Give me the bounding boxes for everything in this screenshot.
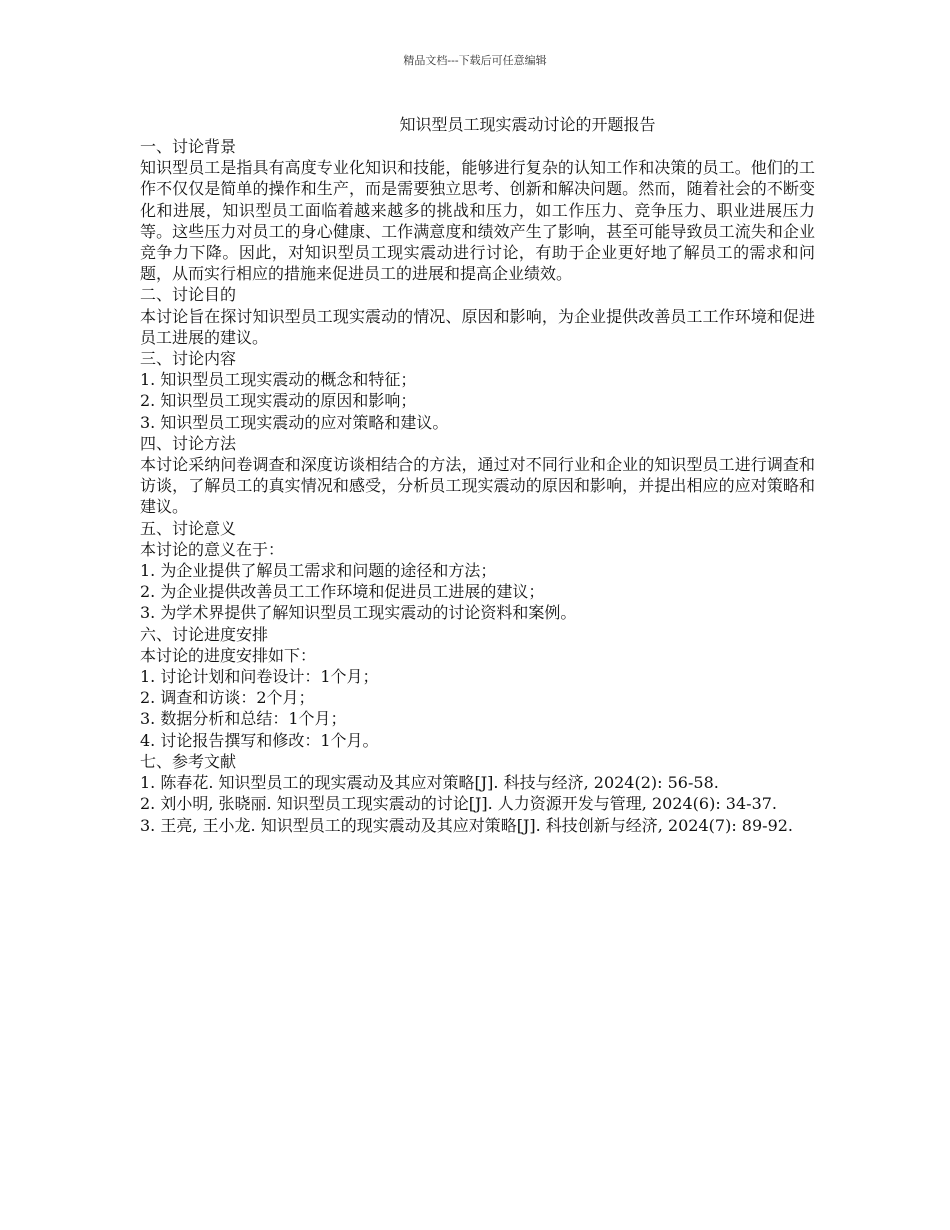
list-item: 2. 为企业提供改善员工工作环境和促进员工进展的建议； [140,582,545,602]
list-item: 3. 数据分析和总结：1个月； [140,709,347,729]
section-paragraph-method: 本讨论采纳问卷调查和深度访谈相结合的方法，通过对不同行业和企业的知识型员工进行调查和访谈，了解员工的真实情况和感受，分析员工现实震动的原因和影响，并提出相应的应对策略和建议。 [140,455,815,517]
reference-item: 1. 陈春花. 知识型员工的现实震动及其应对策略[J]. 科技与经济, 2024(2): 56-58. [140,773,719,793]
section-paragraph-purpose: 本讨论旨在探讨知识型员工现实震动的情况、原因和影响，为企业提供改善员工工作环境和促进员工进展的建议。 [140,306,815,347]
section-heading-schedule: 六、讨论进度安排 [140,624,269,644]
reference-item: 2. 刘小明, 张晓丽. 知识型员工现实震动的讨论[J]. 人力资源开发与管理, 2024(6): 34-37. [140,794,778,814]
section-heading-references: 七、参考文献 [140,751,237,771]
section-intro-significance: 本讨论的意义在于： [140,539,285,559]
section-heading-method: 四、讨论方法 [140,433,237,453]
list-item: 2. 知识型员工现实震动的原因和影响； [140,391,417,411]
list-item: 2. 调查和访谈：2个月； [140,688,315,708]
section-intro-schedule: 本讨论的进度安排如下： [140,645,317,665]
document-body [140,114,815,836]
section-heading-content: 三、讨论内容 [140,349,237,369]
list-item: 4. 讨论报告撰写和修改：1个月。 [140,730,379,750]
reference-item: 3. 王亮, 王小龙. 知识型员工的现实震动及其应对策略[J]. 科技创新与经济, 2024(7): 89-92. [140,815,794,835]
header-watermark: 精品文档---下载后可任意编辑 [403,54,547,67]
section-paragraph-background: 知识型员工是指具有高度专业化知识和技能，能够进行复杂的认知工作和决策的员工。他们的工作不仅仅是简单的操作和生产，而是需要独立思考、创新和解决问题。然而，随着社会的不断变化和进展，知识型员工面临着越来越多的挑战和压力，如工作压力、竞争压力、职业进展压力等。这些压力对员工的身心健康、工作满意度和绩效产生了影响，甚至可能导致员工流失和企业竞争力下降。因此，对知识型员工现实震动进行讨论，有助于企业更好地了解员工的需求和问题，从而实行相应的措施来促进员工的进展和提高企业绩效。 [140,158,815,284]
document-title: 知识型员工现实震动讨论的开题报告 [399,115,656,134]
list-item: 3. 为学术界提供了解知识型员工现实震动的讨论资料和案例。 [140,603,577,623]
list-item: 1. 知识型员工现实震动的概念和特征； [140,370,417,390]
section-heading-purpose: 二、讨论目的 [140,285,237,305]
section-heading-significance: 五、讨论意义 [140,518,237,538]
list-item: 1. 讨论计划和问卷设计：1个月； [140,667,379,687]
section-heading-background: 一、讨论背景 [140,137,237,156]
list-item: 3. 知识型员工现实震动的应对策略和建议。 [140,412,449,432]
list-item: 1. 为企业提供了解员工需求和问题的途径和方法； [140,561,497,581]
